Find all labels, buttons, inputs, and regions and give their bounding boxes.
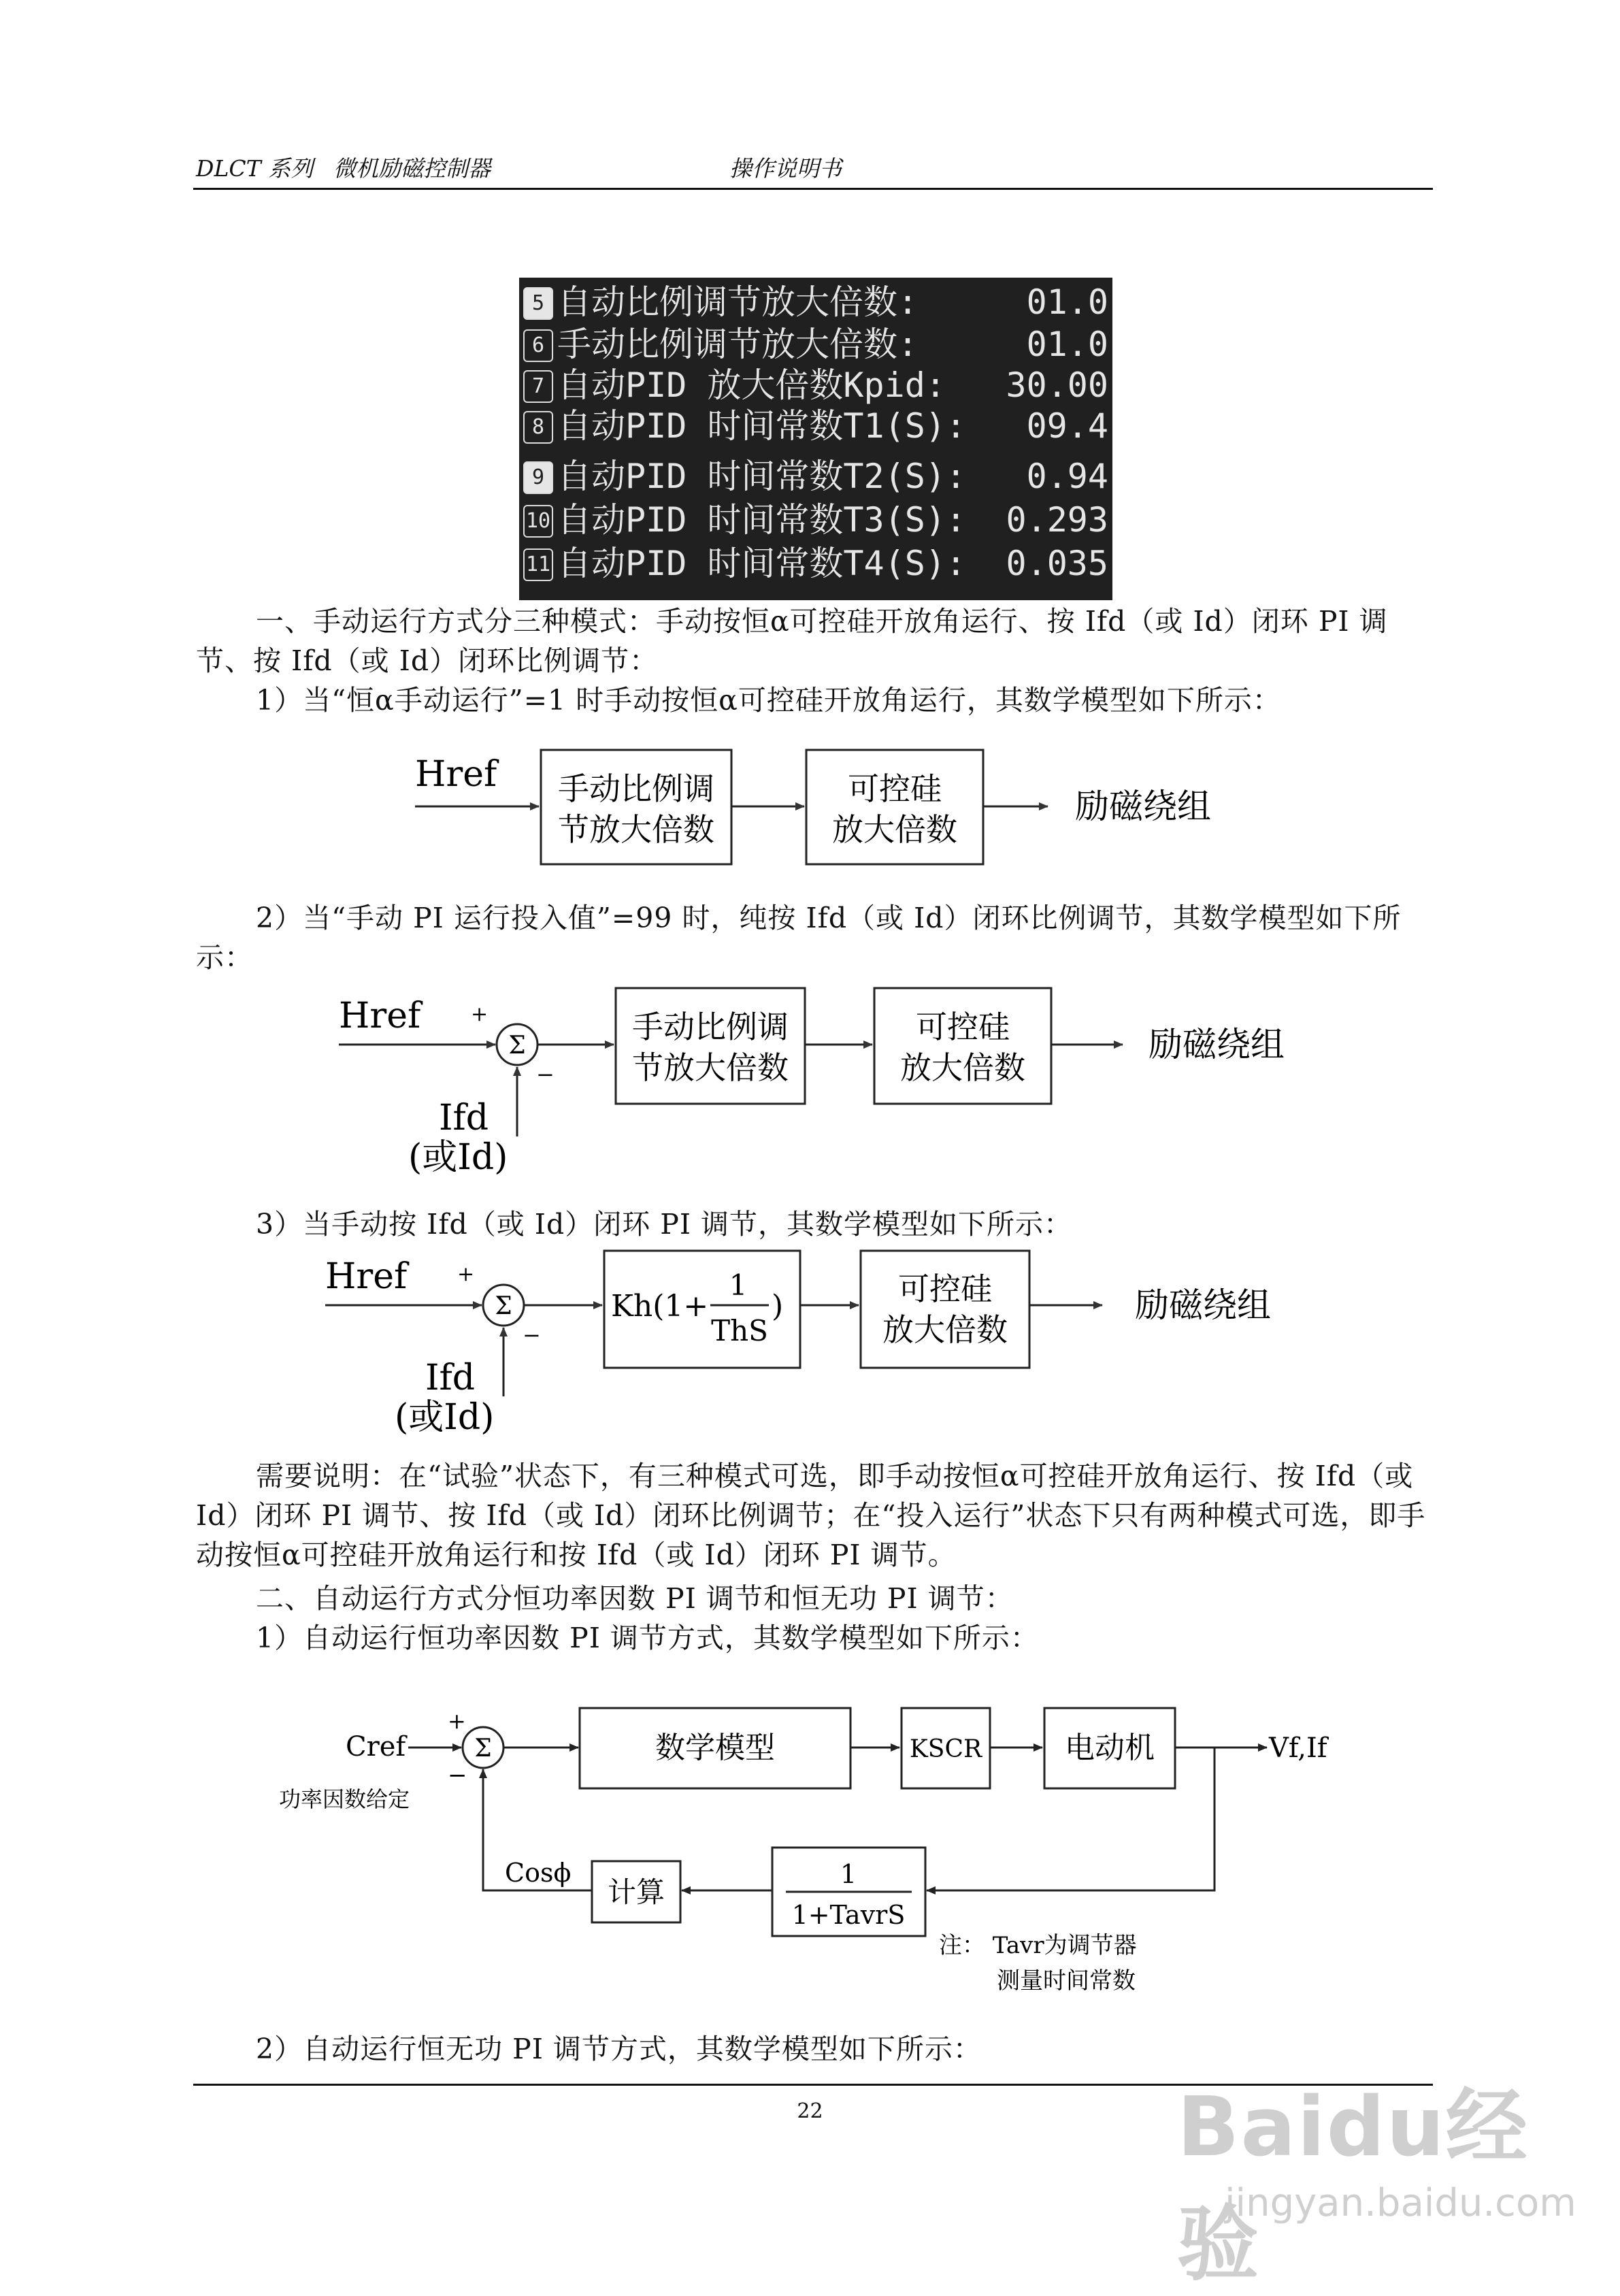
diagram-manual-proportional [320,980,1340,1184]
input-label: Href [325,1256,408,1297]
output-label: 励磁绕组 [1075,787,1211,826]
block-label: 可控硅 [898,1270,992,1307]
paragraph-auto-modes: 二、自动运行方式分恒功率因数 PI 调节和恒无功 PI 调节： [256,1582,1014,1615]
header-series: DLCT 系列 [196,155,314,182]
block-label: 手动比例调 [558,770,714,807]
block-label: 节放大倍数 [558,811,714,848]
lcd-row-value: 30.00 [1006,365,1108,405]
lcd-row-value: 09.4 [1026,406,1108,446]
feedback-arrow [927,1748,1214,1890]
lcd-row [519,365,1112,406]
lcd-row [519,499,1112,540]
lcd-row-label: 自动PID 时间常数T2(S): [557,457,967,496]
block-label: KSCR [909,1735,982,1763]
pi-suffix: ) [772,1289,784,1324]
note-label: 测量时间常数 [997,1967,1136,1995]
filter-denominator: 1+TavrS [791,1900,906,1930]
lcd-row-value: 01.0 [1026,325,1108,364]
minus-sign: − [536,1062,555,1087]
output-label: 励磁绕组 [1148,1025,1285,1064]
lcd-row-label: 自动PID 时间常数T4(S): [557,544,967,583]
block-label: 放大倍数 [832,811,957,848]
block-label: 放大倍数 [882,1311,1008,1348]
note-label: 注： Tavr为调节器 [939,1932,1137,1959]
lcd-row-value: 0.94 [1026,457,1108,496]
paragraph-mode-1: 1）当“恒α手动运行”=1 时手动按恒α可控硅开放角运行，其数学模型如下所示： [256,684,1281,717]
pi-numerator: 1 [729,1268,748,1302]
block-label: 电动机 [1065,1731,1155,1765]
lcd-row-number: 6 [523,329,553,362]
pi-prefix: Kh(1+ [611,1289,709,1324]
block-label: 节放大倍数 [632,1049,789,1086]
diagram-power-factor-loop [259,1681,1415,2001]
output-label: 励磁绕组 [1135,1285,1271,1325]
lcd-row-number: 11 [523,548,553,581]
output-label: Vf,If [1269,1733,1327,1764]
watermark-url: jingyan.baidu.com [1225,2181,1576,2225]
header-doc-type: 操作说明书 [729,155,842,182]
lcd-row-number: 10 [523,505,553,538]
block-scr-gain [874,988,1051,1104]
paragraph-manual-modes: 一、手动运行方式分三种模式：手动按恒α可控硅开放角运行、按 Ifd（或 Id）闭环 PI 调节、按 Ifd（或 Id）闭环比例调节： [196,605,1388,677]
paragraph-auto-mode-1: 1）自动运行恒功率因数 PI 调节方式，其数学模型如下所示： [256,1622,1039,1654]
lcd-row [519,406,1112,446]
block-label: 数学模型 [655,1731,775,1765]
paragraph-mode-3: 3）当手动按 Ifd（或 Id）闭环 PI 调节，其数学模型如下所示： [256,1208,1073,1241]
lcd-screen [519,278,1112,600]
lcd-row-value: 01.0 [1026,282,1108,322]
filter-numerator: 1 [840,1859,857,1889]
header-rule [193,188,1433,190]
lcd-row [519,324,1112,365]
input-description: 功率因数给定 [279,1786,410,1812]
feedback-label: Ifd [439,1098,489,1138]
lcd-row-label: 自动PID 时间常数T3(S): [557,500,967,540]
feedback-label: (或Id) [395,1397,495,1438]
sum-symbol: Σ [495,1292,512,1320]
feedback-label: Cosϕ [505,1858,572,1888]
lcd-row-number: 7 [523,370,553,403]
paragraph-mode-2: 2）当“手动 PI 运行投入值”=99 时，纯按 Ifd（或 Id）闭环比例调节，其数学模型如下所示： [196,902,1402,974]
lcd-row-number: 8 [523,411,553,444]
lcd-row [519,282,1112,323]
block-label: 手动比例调 [632,1008,789,1045]
watermark-logo-text: Baidu经验 [1177,2080,1529,2292]
page-number: 22 [797,2099,823,2123]
input-label: Href [339,996,421,1036]
lcd-row [519,456,1112,497]
header-product: 微机励磁控制器 [333,155,491,182]
block-manual-gain [616,988,805,1104]
lcd-row-value: 0.293 [1006,500,1108,540]
plus-sign: + [457,1262,475,1286]
feedback-label: (或Id) [408,1137,508,1178]
lcd-row [519,543,1112,584]
diagram-manual-pi [306,1245,1327,1449]
block-scr-gain [861,1251,1029,1368]
lcd-row-value: 0.035 [1006,544,1108,583]
baidu-watermark [1157,2062,1576,2292]
block-label: 计算 [607,1875,665,1909]
input-label: Href [415,754,497,795]
diagram-manual-open-loop [395,735,1279,891]
sum-symbol: Σ [508,1032,526,1060]
minus-sign: − [448,1762,467,1789]
lcd-row-number: 5 [523,287,553,320]
block-label: 可控硅 [848,770,942,807]
lcd-row-label: 自动PID 时间常数T1(S): [557,406,967,446]
lcd-row-number: 9 [523,461,553,494]
plus-sign: + [448,1708,466,1734]
feedback-label: Ifd [425,1358,476,1398]
block-label: 放大倍数 [900,1049,1025,1086]
sum-symbol: Σ [474,1735,492,1762]
block-label: 可控硅 [916,1008,1010,1045]
paragraph-note: 需要说明：在“试验”状态下，有三种模式可选，即手动按恒α可控硅开放角运行、按 Ifd（或 Id）闭环 PI 调节、按 Ifd（或 Id）闭环比例调节；在“投入运行”状态下只有两种模式可选，即手动按恒α可控硅开放角运行和按 Ifd（或 Id）闭环 PI 调节。 [196,1460,1426,1571]
paragraph-auto-mode-2: 2）自动运行恒无功 PI 调节方式，其数学模型如下所示： [256,2033,982,2065]
lcd-row-label: 手动比例调节放大倍数: [557,325,919,364]
lcd-row-label: 自动比例调节放大倍数: [557,282,919,322]
input-label: Cref [346,1731,406,1762]
lcd-row-label: 自动PID 放大倍数Kpid: [557,365,946,405]
pi-denominator: ThS [711,1314,768,1347]
minus-sign: − [523,1322,541,1348]
plus-sign: + [471,1002,489,1026]
